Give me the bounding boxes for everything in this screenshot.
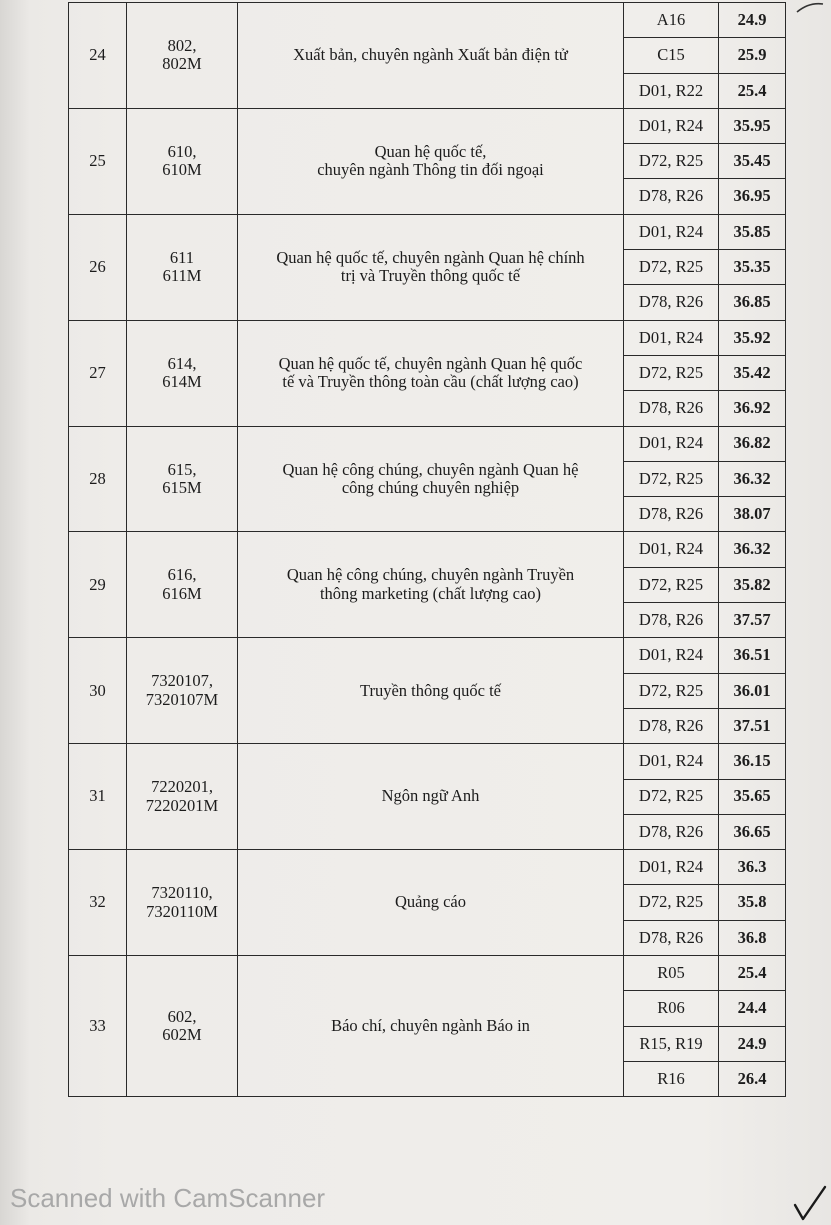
table-row — [69, 3, 786, 38]
table-row — [69, 426, 786, 461]
row-number: 31 — [69, 744, 127, 850]
admission-score: 35.65 — [719, 779, 786, 814]
subject-combination: D01, R24 — [624, 320, 719, 355]
program-name: Quan hệ quốc tế, chuyên ngành Quan hệ chính trị và Truyền thông quốc tế — [238, 214, 624, 320]
subject-combination: D01, R22 — [624, 73, 719, 108]
subject-combination: D78, R26 — [624, 920, 719, 955]
table-row — [69, 108, 786, 143]
subject-combination: D01, R24 — [624, 850, 719, 885]
subject-combination: D01, R24 — [624, 426, 719, 461]
admission-score: 35.42 — [719, 355, 786, 390]
subject-combination: D72, R25 — [624, 355, 719, 390]
table-row — [69, 956, 786, 991]
program-name: Ngôn ngữ Anh — [238, 744, 624, 850]
subject-combination: D72, R25 — [624, 779, 719, 814]
subject-combination: D01, R24 — [624, 744, 719, 779]
program-code: 610, 610M — [127, 108, 238, 214]
admission-score: 38.07 — [719, 497, 786, 532]
row-number: 32 — [69, 850, 127, 956]
admission-score: 36.92 — [719, 391, 786, 426]
admission-score: 36.85 — [719, 285, 786, 320]
admission-score: 36.32 — [719, 532, 786, 567]
program-name: Quan hệ quốc tế, chuyên ngành Thông tin đối ngoại — [238, 108, 624, 214]
program-name: Báo chí, chuyên ngành Báo in — [238, 956, 624, 1097]
admission-score: 36.32 — [719, 461, 786, 496]
admission-score: 37.51 — [719, 708, 786, 743]
subject-combination: D72, R25 — [624, 885, 719, 920]
subject-combination: D01, R24 — [624, 638, 719, 673]
subject-combination: D78, R26 — [624, 814, 719, 849]
table-row — [69, 532, 786, 567]
admission-score: 35.45 — [719, 144, 786, 179]
subject-combination: D78, R26 — [624, 603, 719, 638]
program-name: Quan hệ quốc tế, chuyên ngành Quan hệ quốc tế và Truyền thông toàn cầu (chất lượng cao) — [238, 320, 624, 426]
program-name: Quan hệ công chúng, chuyên ngành Truyền thông marketing (chất lượng cao) — [238, 532, 624, 638]
admission-score: 24.9 — [719, 1026, 786, 1061]
subject-combination: R05 — [624, 956, 719, 991]
row-number: 28 — [69, 426, 127, 532]
admission-score: 36.8 — [719, 920, 786, 955]
admission-score: 25.4 — [719, 956, 786, 991]
table-row — [69, 850, 786, 885]
admission-score: 36.82 — [719, 426, 786, 461]
subject-combination: D72, R25 — [624, 567, 719, 602]
admission-score: 35.95 — [719, 108, 786, 143]
admission-score: 36.51 — [719, 638, 786, 673]
program-code: 7320110, 7320110M — [127, 850, 238, 956]
admission-score: 36.15 — [719, 744, 786, 779]
subject-combination: A16 — [624, 3, 719, 38]
admission-score: 24.9 — [719, 3, 786, 38]
admission-score: 35.35 — [719, 250, 786, 285]
row-number: 27 — [69, 320, 127, 426]
corner-stroke-icon — [795, 0, 825, 14]
program-name: Truyền thông quốc tế — [238, 638, 624, 744]
subject-combination: D72, R25 — [624, 144, 719, 179]
subject-combination: D78, R26 — [624, 708, 719, 743]
program-name: Quảng cáo — [238, 850, 624, 956]
program-code: 602, 602M — [127, 956, 238, 1097]
program-name: Xuất bản, chuyên ngành Xuất bản điện tử — [238, 3, 624, 109]
subject-combination: D72, R25 — [624, 673, 719, 708]
subject-combination: D78, R26 — [624, 391, 719, 426]
program-code: 802, 802M — [127, 3, 238, 109]
admission-score: 24.4 — [719, 991, 786, 1026]
subject-combination: D78, R26 — [624, 497, 719, 532]
admission-score: 35.85 — [719, 214, 786, 249]
program-code: 7320107, 7320107M — [127, 638, 238, 744]
row-number: 26 — [69, 214, 127, 320]
subject-combination: D01, R24 — [624, 532, 719, 567]
admission-score: 35.82 — [719, 567, 786, 602]
subject-combination: R06 — [624, 991, 719, 1026]
row-number: 29 — [69, 532, 127, 638]
subject-combination: R16 — [624, 1061, 719, 1096]
admission-score: 26.4 — [719, 1061, 786, 1096]
program-code: 616, 616M — [127, 532, 238, 638]
program-code: 614, 614M — [127, 320, 238, 426]
admission-score: 25.9 — [719, 38, 786, 73]
table-body — [69, 3, 786, 1097]
row-number: 33 — [69, 956, 127, 1097]
program-name: Quan hệ công chúng, chuyên ngành Quan hệ công chúng chuyên nghiệp — [238, 426, 624, 532]
handwritten-check-icon — [792, 1183, 828, 1223]
row-number: 25 — [69, 108, 127, 214]
program-code: 7220201, 7220201M — [127, 744, 238, 850]
subject-combination: D01, R24 — [624, 214, 719, 249]
subject-combination: D01, R24 — [624, 108, 719, 143]
program-code: 611 611M — [127, 214, 238, 320]
camscanner-watermark: Scanned with CamScanner — [10, 1183, 326, 1213]
table-row — [69, 214, 786, 249]
table-row — [69, 320, 786, 355]
admission-score: 37.57 — [719, 603, 786, 638]
admission-score: 36.95 — [719, 179, 786, 214]
subject-combination: D78, R26 — [624, 285, 719, 320]
row-number: 30 — [69, 638, 127, 744]
row-number: 24 — [69, 3, 127, 109]
subject-combination: R15, R19 — [624, 1026, 719, 1061]
program-code: 615, 615M — [127, 426, 238, 532]
admission-score: 36.3 — [719, 850, 786, 885]
table-row — [69, 744, 786, 779]
subject-combination: D72, R25 — [624, 250, 719, 285]
admission-score-table — [68, 2, 786, 1097]
subject-combination: C15 — [624, 38, 719, 73]
subject-combination: D78, R26 — [624, 179, 719, 214]
admission-score: 36.01 — [719, 673, 786, 708]
subject-combination: D72, R25 — [624, 461, 719, 496]
admission-score: 35.8 — [719, 885, 786, 920]
admission-score: 35.92 — [719, 320, 786, 355]
admission-score: 25.4 — [719, 73, 786, 108]
admission-score: 36.65 — [719, 814, 786, 849]
table-row — [69, 638, 786, 673]
